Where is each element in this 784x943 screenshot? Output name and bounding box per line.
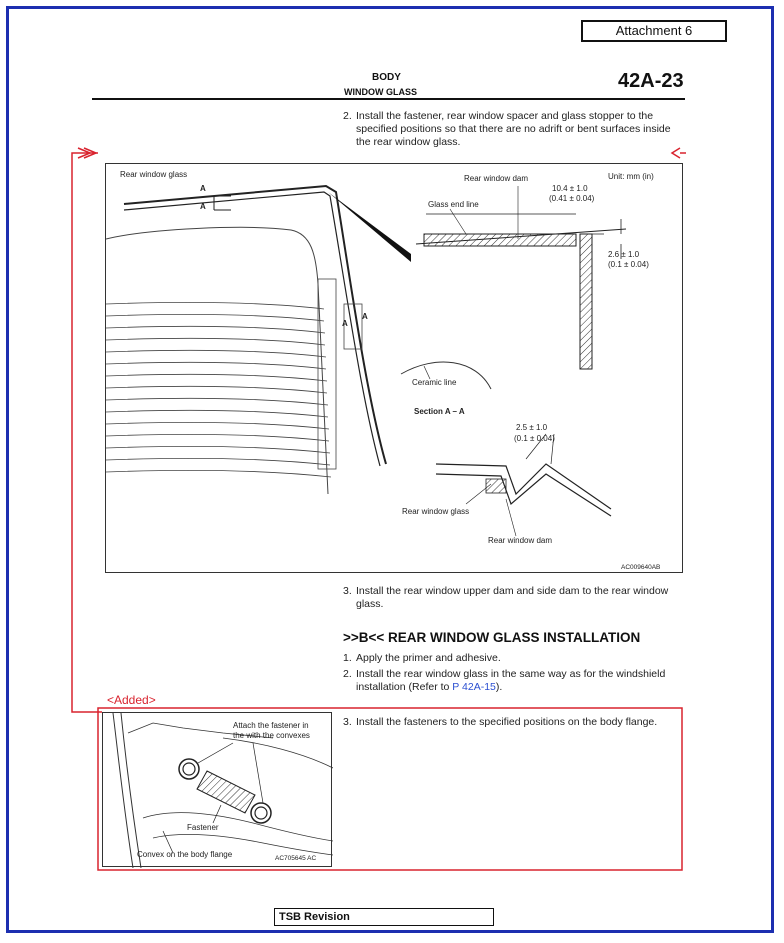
rear-window-dam-label: Rear window dam [464,174,529,183]
section-title: BODY [372,72,401,83]
section-marker-a4: A [362,312,368,321]
attachment-label: Attachment 6 [581,20,727,42]
installation-heading: >>B<< REAR WINDOW GLASS INSTALLATION [343,630,641,645]
attach-instruction-line2: the with the convexes [233,731,310,740]
attach-instruction-line1: Attach the fastener in [233,721,309,730]
unit-label: Unit: mm (in) [608,172,654,181]
dimension-2-inch: (0.1 ± 0.04) [608,260,649,269]
section-marker-a3: A [342,319,348,328]
dimension-3-value: 2.5 ± 1.0 [516,423,548,432]
added-step-3 [343,716,678,729]
dimension-3-inch: (0.1 ± 0.04) [514,434,555,443]
step-number: 3. [343,716,352,728]
step-text: Install the fasteners to the specified positions on the body flange. [356,716,658,728]
step-text-wrapper [356,668,683,694]
step-number: 1. [343,652,352,664]
install-step-1 [343,652,683,665]
rear-window-figure [105,163,683,573]
rear-window-dam-label-2: Rear window dam [488,536,553,545]
figure-code: AC009640AB [621,564,661,571]
step-3-dam [343,585,683,611]
step-text-tail: ). [495,681,503,693]
fastener-figure [102,712,332,867]
dimension-2-value: 2.6 ± 1.0 [608,250,640,259]
dimension-1-value: 10.4 ± 1.0 [552,184,588,193]
step-number: 2. [343,668,352,680]
fastener-label: Fastener [187,823,219,832]
step-number: 3. [343,585,352,597]
step-number: 2. [343,110,352,122]
figure2-code: AC705645 AC [275,855,317,862]
dimension-1-inch: (0.41 ± 0.04) [549,194,595,203]
reference-link[interactable]: P 42A-15 [452,681,496,693]
install-step-2 [343,668,683,694]
section-marker-a2: A [200,202,206,211]
tsb-revision-box: TSB Revision [274,908,494,926]
section-marker-a1: A [200,184,206,193]
convex-label: Convex on the body flange [137,850,233,859]
rear-window-glass-label: Rear window glass [120,170,188,179]
step-text: Apply the primer and adhesive. [356,652,501,664]
section-a-a-label: Section A – A [414,407,465,416]
step-text: Install the rear window upper dam and side dam to the rear window glass. [356,585,669,610]
added-label: <Added> [107,693,156,707]
rear-window-drawing [106,164,684,574]
subsection-title: WINDOW GLASS [344,87,417,97]
step-text: Install the fastener, rear window spacer and glass stopper to the specified positions so that there are no adrift or bent surfaces inside the rear window glass. [356,110,671,148]
glass-end-line-label: Glass end line [428,200,479,209]
rear-window-glass-label-2: Rear window glass [402,507,470,516]
page-number: 42A-23 [618,70,684,92]
ceramic-line-label: Ceramic line [412,378,457,387]
step-text: Install the rear window glass in the same way as for the windshield installation (Refer to [356,668,666,693]
